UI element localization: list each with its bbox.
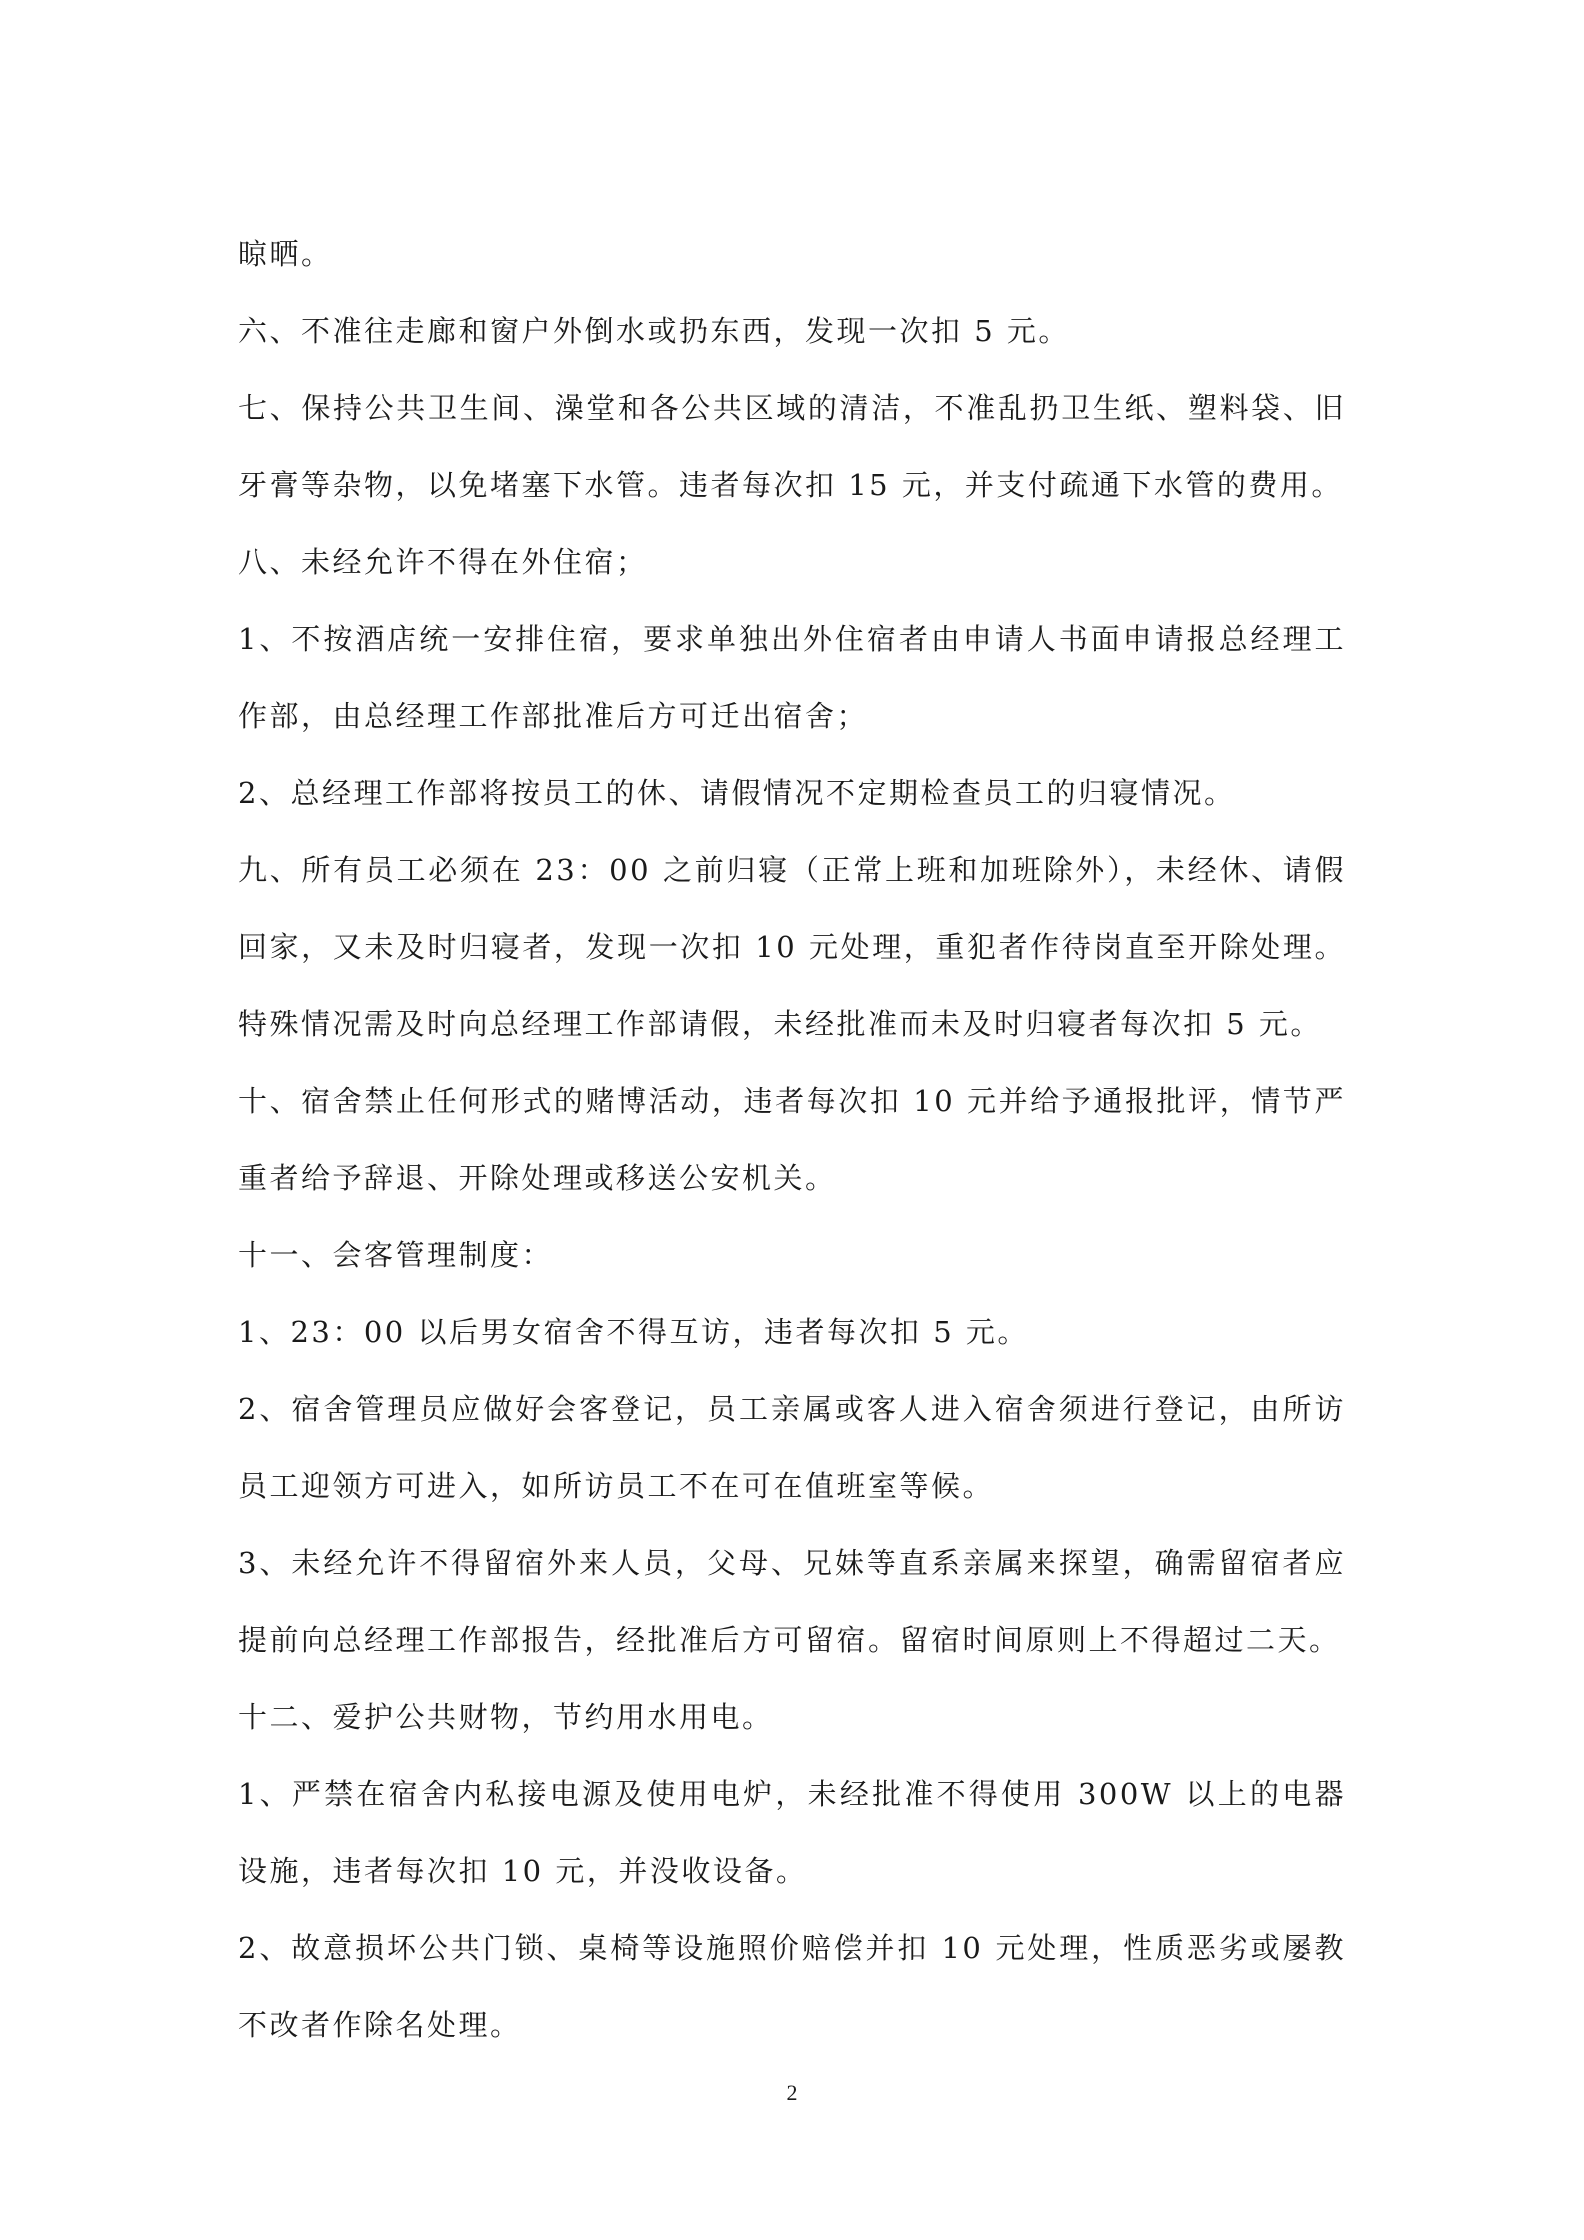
paragraph-rule-6: 六、不准往走廊和窗户外倒水或扔东西，发现一次扣 5 元。 [238, 314, 1070, 348]
page-number: 2 [786, 2080, 798, 2105]
paragraph-rule-12-item-2: 2、故意损坏公共门锁、桌椅等设施照价赔偿并扣 10 元处理，性质恶劣或屡教不改者作除名处理。 [238, 1931, 1346, 2042]
paragraph-rule-12-item-1: 1、严禁在宿舍内私接电源及使用电炉，未经批准不得使用 300W 以上的电器设施，违者每次扣 10 元，并没收设备。 [238, 1777, 1346, 1888]
paragraph-rule-8-item-1: 1、不按酒店统一安排住宿，要求单独出外住宿者由申请人书面申请报总经理工作部，由总经理工作部批准后方可迁出宿舍； [238, 622, 1346, 733]
document-body [238, 216, 1346, 2064]
paragraph-rule-9: 九、所有员工必须在 23：00 之前归寝（正常上班和加班除外），未经休、请假回家，又未及时归寝者，发现一次扣 10 元处理，重犯者作待岗直至开除处理。特殊情况需及时向总经理工作部请假，未经批准而未及时归寝者每次扣 5 元。 [238, 853, 1346, 1041]
paragraph-rule-7: 七、保持公共卫生间、澡堂和各公共区域的清洁，不准乱扔卫生纸、塑料袋、旧牙膏等杂物，以免堵塞下水管。违者每次扣 15 元，并支付疏通下水管的费用。 [238, 391, 1346, 502]
paragraph-rule-12: 十二、爱护公共财物，节约用水用电。 [238, 1700, 774, 1734]
paragraph-rule-11-item-3: 3、未经允许不得留宿外来人员，父母、兄妹等直系亲属来探望，确需留宿者应提前向总经理工作部报告，经批准后方可留宿。留宿时间原则上不得超过二天。 [238, 1546, 1346, 1657]
paragraph-rule-11-item-1: 1、23：00 以后男女宿舍不得互访，违者每次扣 5 元。 [238, 1315, 1029, 1349]
paragraph-rule-11-item-2: 2、宿舍管理员应做好会客登记，员工亲属或客人进入宿舍须进行登记，由所访员工迎领方可进入，如所访员工不在可在值班室等候。 [238, 1392, 1346, 1503]
paragraph-rule-10: 十、宿舍禁止任何形式的赌博活动，违者每次扣 10 元并给予通报批评，情节严重者给予辞退、开除处理或移送公安机关。 [238, 1084, 1346, 1195]
paragraph-rule-11: 十一、会客管理制度： [238, 1238, 554, 1272]
paragraph-drying-continuation: 晾晒。 [238, 237, 333, 271]
paragraph-rule-8: 八、未经允许不得在外住宿； [238, 545, 648, 579]
paragraph-rule-8-item-2: 2、总经理工作部将按员工的休、请假情况不定期检查员工的归寝情况。 [238, 776, 1236, 810]
